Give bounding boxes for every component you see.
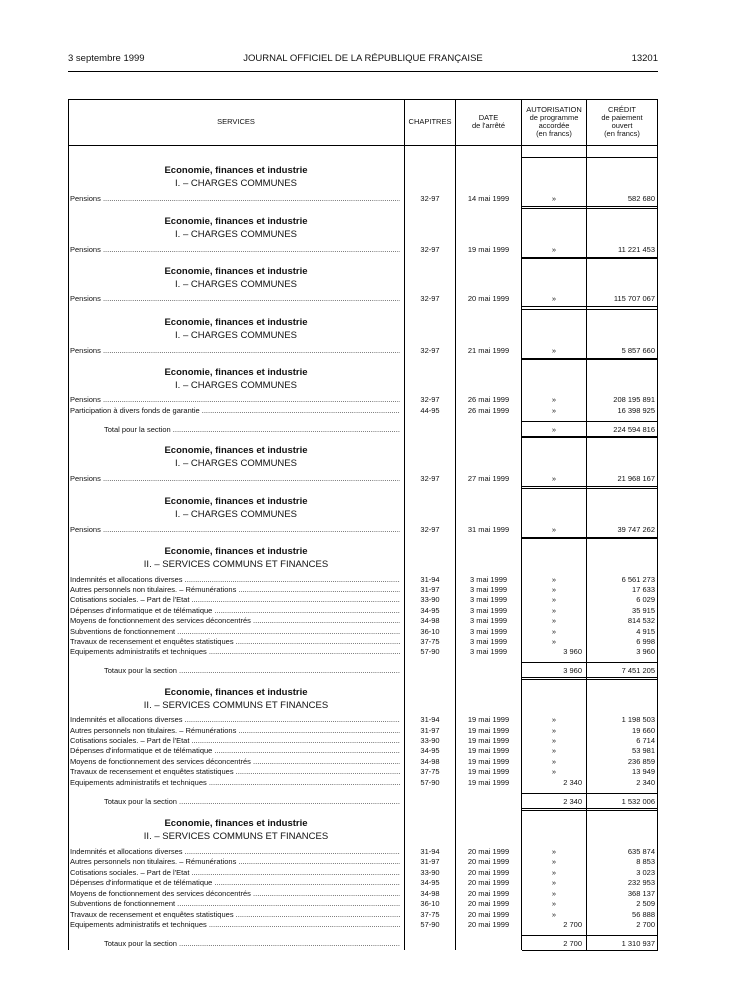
row-autorisation: » (551, 878, 557, 887)
row-date: 19 mai 1999 (467, 736, 510, 745)
row-date: 14 mai 1999 (467, 194, 510, 203)
section-title: Economie, finances et industrie (164, 165, 308, 176)
row-credit: 5 857 660 (621, 346, 655, 355)
row-credit: 19 660 (632, 726, 655, 735)
block-rule (522, 309, 658, 310)
row-date: 3 mai 1999 (469, 647, 508, 656)
row-chapitre: 57-90 (420, 920, 440, 929)
page-header (68, 53, 658, 67)
total-credit: 1 310 937 (621, 939, 655, 948)
table-row (68, 868, 658, 878)
row-autorisation: 2 700 (563, 920, 582, 929)
row-chapitre: 32-97 (420, 395, 440, 404)
section-subtitle: II. – SERVICES COMMUNS ET FINANCES (143, 559, 329, 570)
table-row (68, 595, 658, 605)
total-row (68, 666, 658, 676)
row-credit: 115 707 067 (613, 294, 655, 303)
table-row (68, 746, 658, 756)
block-rule (522, 208, 658, 209)
table-row (68, 920, 658, 930)
row-date: 3 mai 1999 (469, 616, 508, 625)
total-label: Totaux pour la section ..... (104, 797, 400, 807)
block-rule (522, 206, 658, 207)
row-autorisation: » (551, 736, 557, 745)
header-rule (68, 71, 658, 72)
block-rule (522, 157, 658, 158)
row-label: Autres personnels non titulaires. – Rémunérations ..... (70, 726, 400, 736)
total-label: Total pour la section ..... (104, 425, 400, 435)
row-autorisation: » (551, 847, 557, 856)
row-chapitre: 57-90 (420, 778, 440, 787)
table-row (68, 726, 658, 736)
total-row (68, 939, 658, 949)
column-header-chapitres-text: CHAPITRES (408, 117, 452, 126)
row-credit: 208 195 891 (613, 395, 655, 404)
table-row (68, 585, 658, 595)
row-date: 3 mai 1999 (469, 575, 508, 584)
row-credit: 13 949 (632, 767, 655, 776)
total-rule (522, 808, 658, 809)
row-autorisation: 3 960 (563, 647, 582, 656)
section-subtitle: I. – CHARGES COMMUNES (175, 380, 297, 391)
row-credit: 6 714 (636, 736, 655, 745)
section-title: Economie, finances et industrie (164, 496, 308, 507)
row-date: 20 mai 1999 (467, 920, 510, 929)
header-page-number: 13201 (631, 53, 658, 64)
header-rule-bottom (68, 145, 658, 146)
row-date: 26 mai 1999 (467, 395, 510, 404)
row-autorisation: » (551, 767, 557, 776)
row-date: 20 mai 1999 (467, 889, 510, 898)
row-date: 20 mai 1999 (467, 910, 510, 919)
header-journal-title: JOURNAL OFFICIEL DE LA RÉPUBLIQUE FRANÇAISE (243, 53, 483, 64)
column-header-credit-line: ouvert (611, 121, 633, 130)
row-date: 20 mai 1999 (467, 847, 510, 856)
row-credit: 3 023 (636, 868, 655, 877)
block-rule (522, 306, 658, 307)
section-heading (68, 546, 404, 571)
table-row (68, 899, 658, 909)
section-subtitle: II. – SERVICES COMMUNS ET FINANCES (143, 700, 329, 711)
total-autorisation: 2 340 (563, 797, 582, 806)
row-date: 21 mai 1999 (467, 346, 510, 355)
table-row (68, 736, 658, 746)
table-row (68, 395, 658, 405)
table-row (68, 910, 658, 920)
row-chapitre: 32-97 (420, 474, 440, 483)
row-credit: 11 221 453 (618, 245, 655, 254)
section-heading (68, 266, 404, 291)
row-credit: 35 915 (632, 606, 655, 615)
row-autorisation: » (551, 245, 557, 254)
section-subtitle: I. – CHARGES COMMUNES (175, 330, 297, 341)
row-label: Indemnités et allocations diverses ..... (70, 847, 400, 857)
row-autorisation: » (551, 757, 557, 766)
section-heading (68, 818, 404, 843)
row-label: Equipements administratifs et techniques ..... (70, 920, 400, 930)
row-chapitre: 31-97 (420, 726, 440, 735)
row-autorisation: » (551, 899, 557, 908)
block-rule (522, 258, 658, 259)
block-rule (522, 488, 658, 489)
table-row (68, 847, 658, 857)
row-date: 19 mai 1999 (467, 726, 510, 735)
row-credit: 2 340 (636, 778, 655, 787)
section-subtitle: I. – CHARGES COMMUNES (175, 509, 297, 520)
row-credit: 2 700 (636, 920, 655, 929)
total-rule (522, 662, 658, 663)
block-rule (522, 679, 658, 680)
row-label: Dépenses d'informatique et de télématique ..... (70, 878, 400, 888)
row-label: Indemnités et allocations diverses ..... (70, 715, 400, 725)
row-chapitre: 37-75 (420, 637, 440, 646)
row-label: Equipements administratifs et techniques ..... (70, 778, 400, 788)
row-label: Autres personnels non titulaires. – Rémunérations ..... (70, 857, 400, 867)
block-rule (522, 359, 658, 360)
table-row (68, 637, 658, 647)
row-credit: 814 532 (627, 616, 655, 625)
row-credit: 6 029 (636, 595, 655, 604)
section-heading (68, 687, 404, 712)
row-credit: 39 747 262 (617, 525, 655, 534)
row-autorisation: » (551, 395, 557, 404)
column-header-credit-line: (en francs) (604, 129, 640, 138)
row-label: Moyens de fonctionnement des services déconcentrés ..... (70, 616, 400, 626)
section-title: Economie, finances et industrie (164, 818, 308, 829)
row-label: Subventions de fonctionnement ..... (70, 899, 400, 909)
row-label: Pensions ..... (70, 395, 400, 405)
total-rule (522, 677, 658, 678)
row-date: 19 mai 1999 (467, 778, 510, 787)
row-date: 20 mai 1999 (467, 868, 510, 877)
row-label: Subventions de fonctionnement ..... (70, 627, 400, 637)
row-autorisation: » (551, 637, 557, 646)
row-chapitre: 34-98 (420, 616, 440, 625)
row-credit: 17 633 (632, 585, 655, 594)
table-row (68, 575, 658, 585)
row-date: 19 mai 1999 (467, 767, 510, 776)
row-label: Moyens de fonctionnement des services déconcentrés ..... (70, 757, 400, 767)
row-chapitre: 32-97 (420, 194, 440, 203)
table-row (68, 878, 658, 888)
section-title: Economie, finances et industrie (164, 546, 308, 557)
row-label: Pensions ..... (70, 245, 400, 255)
table-row (68, 627, 658, 637)
total-credit: 224 594 816 (613, 425, 655, 434)
row-date: 19 mai 1999 (467, 757, 510, 766)
total-rule (522, 950, 658, 951)
row-chapitre: 37-75 (420, 910, 440, 919)
row-credit: 6 561 273 (621, 575, 655, 584)
row-chapitre: 37-75 (420, 767, 440, 776)
row-label: Dépenses d'informatique et de télématique ..... (70, 606, 400, 616)
row-chapitre: 31-97 (420, 585, 440, 594)
row-chapitre: 44-95 (420, 406, 440, 415)
row-chapitre: 33-90 (420, 736, 440, 745)
row-date: 20 mai 1999 (467, 878, 510, 887)
row-chapitre: 32-97 (420, 346, 440, 355)
row-chapitre: 31-97 (420, 857, 440, 866)
table-row (68, 757, 658, 767)
section-subtitle: I. – CHARGES COMMUNES (175, 178, 297, 189)
section-title: Economie, finances et industrie (164, 216, 308, 227)
row-date: 3 mai 1999 (469, 637, 508, 646)
row-label: Travaux de recensement et enquêtes statistiques ..... (70, 637, 400, 647)
row-date: 3 mai 1999 (469, 606, 508, 615)
total-label: Totaux pour la section ..... (104, 939, 400, 949)
row-autorisation: » (551, 575, 557, 584)
row-credit: 582 680 (627, 194, 655, 203)
row-chapitre: 34-95 (420, 746, 440, 755)
row-label: Pensions ..... (70, 525, 400, 535)
row-label: Participation à divers fonds de garantie ..... (70, 406, 400, 416)
row-label: Travaux de recensement et enquêtes statistiques ..... (70, 767, 400, 777)
section-heading (68, 165, 404, 190)
row-label: Pensions ..... (70, 474, 400, 484)
block-rule (522, 538, 658, 539)
section-subtitle: I. – CHARGES COMMUNES (175, 279, 297, 290)
column-header-autorisation (522, 99, 586, 145)
total-row (68, 797, 658, 807)
section-heading (68, 496, 404, 521)
row-date: 19 mai 1999 (467, 715, 510, 724)
credits-table (68, 99, 658, 950)
row-chapitre: 34-98 (420, 757, 440, 766)
row-credit: 2 509 (636, 899, 655, 908)
row-credit: 236 859 (627, 757, 655, 766)
section-subtitle: I. – CHARGES COMMUNES (175, 229, 297, 240)
row-chapitre: 31-94 (420, 715, 440, 724)
row-autorisation: » (551, 194, 557, 203)
row-chapitre: 32-97 (420, 245, 440, 254)
table-row (68, 857, 658, 867)
total-rule (522, 793, 658, 794)
row-label: Autres personnels non titulaires. – Rémunérations ..... (70, 585, 400, 595)
row-label: Dépenses d'informatique et de télématique ..... (70, 746, 400, 756)
row-autorisation: » (551, 606, 557, 615)
section-heading (68, 445, 404, 470)
row-date: 19 mai 1999 (467, 245, 510, 254)
section-title: Economie, finances et industrie (164, 266, 308, 277)
section-heading (68, 317, 404, 342)
row-label: Pensions ..... (70, 346, 400, 356)
column-header-services (68, 99, 404, 145)
block-rule (522, 810, 658, 811)
row-autorisation: » (551, 474, 557, 483)
column-header-autorisation-line: (en francs) (536, 129, 572, 138)
row-credit: 6 998 (636, 637, 655, 646)
column-header-credit-line: CRÉDIT (608, 105, 636, 114)
row-autorisation: » (551, 726, 557, 735)
row-label: Equipements administratifs et techniques ..... (70, 647, 400, 657)
column-header-credit-line: de paiement (601, 113, 643, 122)
row-credit: 635 874 (627, 847, 655, 856)
column-header-autorisation-line: AUTORISATION (526, 105, 582, 114)
total-autorisation: 3 960 (563, 666, 582, 675)
row-label: Cotisations sociales. – Part de l'Etat ..... (70, 868, 400, 878)
row-credit: 232 953 (627, 878, 655, 887)
table-row (68, 474, 658, 484)
table-row (68, 194, 658, 204)
table-row (68, 346, 658, 356)
row-label: Indemnités et allocations diverses ..... (70, 575, 400, 585)
row-date: 20 mai 1999 (467, 899, 510, 908)
row-date: 20 mai 1999 (467, 857, 510, 866)
row-date: 3 mai 1999 (469, 585, 508, 594)
total-credit: 1 532 006 (621, 797, 655, 806)
total-autorisation: » (551, 425, 557, 434)
column-header-date (456, 99, 521, 145)
total-rule (522, 935, 658, 936)
table-row (68, 606, 658, 616)
section-title: Economie, finances et industrie (164, 367, 308, 378)
row-date: 3 mai 1999 (469, 627, 508, 636)
column-header-credit (587, 99, 657, 145)
total-row (68, 425, 658, 435)
row-autorisation: » (551, 910, 557, 919)
table-row (68, 616, 658, 626)
row-chapitre: 36-10 (420, 627, 440, 636)
row-autorisation: 2 340 (563, 778, 582, 787)
column-header-autorisation-line: de programme (529, 113, 579, 122)
total-rule (522, 421, 658, 422)
row-autorisation: » (551, 868, 557, 877)
section-heading (68, 367, 404, 392)
column-header-chapitres (405, 99, 455, 145)
row-autorisation: » (551, 715, 557, 724)
table-row (68, 778, 658, 788)
column-header-autorisation-line: accordée (538, 121, 570, 130)
row-credit: 4 915 (636, 627, 655, 636)
row-chapitre: 31-94 (420, 847, 440, 856)
section-heading (68, 216, 404, 241)
row-chapitre: 31-94 (420, 575, 440, 584)
row-autorisation: » (551, 857, 557, 866)
table-row (68, 406, 658, 416)
row-autorisation: » (551, 406, 557, 415)
row-label: Cotisations sociales. – Part de l'Etat ..... (70, 736, 400, 746)
row-chapitre: 57-90 (420, 647, 440, 656)
section-subtitle: II. – SERVICES COMMUNS ET FINANCES (143, 831, 329, 842)
row-label: Pensions ..... (70, 194, 400, 204)
row-autorisation: » (551, 627, 557, 636)
row-autorisation: » (551, 595, 557, 604)
table-row (68, 767, 658, 777)
row-credit: 368 137 (627, 889, 655, 898)
row-chapitre: 33-90 (420, 868, 440, 877)
row-chapitre: 34-95 (420, 606, 440, 615)
row-date: 3 mai 1999 (469, 595, 508, 604)
total-autorisation: 2 700 (563, 939, 582, 948)
row-autorisation: » (551, 294, 557, 303)
row-date: 19 mai 1999 (467, 746, 510, 755)
row-autorisation: » (551, 889, 557, 898)
row-label: Moyens de fonctionnement des services déconcentrés ..... (70, 889, 400, 899)
total-label: Totaux pour la section ..... (104, 666, 400, 676)
table-row (68, 294, 658, 304)
row-credit: 21 968 167 (617, 474, 655, 483)
row-date: 26 mai 1999 (467, 406, 510, 415)
table-row (68, 245, 658, 255)
row-autorisation: » (551, 585, 557, 594)
column-header-date-line: de l'arrêté (471, 121, 506, 130)
block-rule (522, 486, 658, 487)
row-credit: 3 960 (636, 647, 655, 656)
section-title: Economie, finances et industrie (164, 317, 308, 328)
row-label: Pensions ..... (70, 294, 400, 304)
row-autorisation: » (551, 346, 557, 355)
row-autorisation: » (551, 616, 557, 625)
table-row (68, 715, 658, 725)
row-chapitre: 33-90 (420, 595, 440, 604)
row-chapitre: 32-97 (420, 525, 440, 534)
row-credit: 1 198 503 (621, 715, 655, 724)
row-date: 27 mai 1999 (467, 474, 510, 483)
row-chapitre: 32-97 (420, 294, 440, 303)
row-autorisation: » (551, 746, 557, 755)
table-row (68, 889, 658, 899)
row-chapitre: 36-10 (420, 899, 440, 908)
row-credit: 16 398 925 (617, 406, 655, 415)
row-credit: 56 888 (632, 910, 655, 919)
column-header-services-text: SERVICES (217, 117, 255, 126)
row-date: 20 mai 1999 (467, 294, 510, 303)
section-title: Economie, finances et industrie (164, 687, 308, 698)
row-chapitre: 34-95 (420, 878, 440, 887)
header-date: 3 septembre 1999 (68, 53, 145, 64)
row-chapitre: 34-98 (420, 889, 440, 898)
row-credit: 8 853 (636, 857, 655, 866)
section-subtitle: I. – CHARGES COMMUNES (175, 458, 297, 469)
table-row (68, 647, 658, 657)
column-header-date-line: DATE (478, 113, 499, 122)
row-date: 31 mai 1999 (467, 525, 510, 534)
row-label: Cotisations sociales. – Part de l'Etat ..... (70, 595, 400, 605)
block-rule (522, 437, 658, 438)
total-credit: 7 451 205 (621, 666, 655, 675)
table-row (68, 525, 658, 535)
row-credit: 53 981 (632, 746, 655, 755)
section-title: Economie, finances et industrie (164, 445, 308, 456)
row-autorisation: » (551, 525, 557, 534)
row-label: Travaux de recensement et enquêtes statistiques ..... (70, 910, 400, 920)
